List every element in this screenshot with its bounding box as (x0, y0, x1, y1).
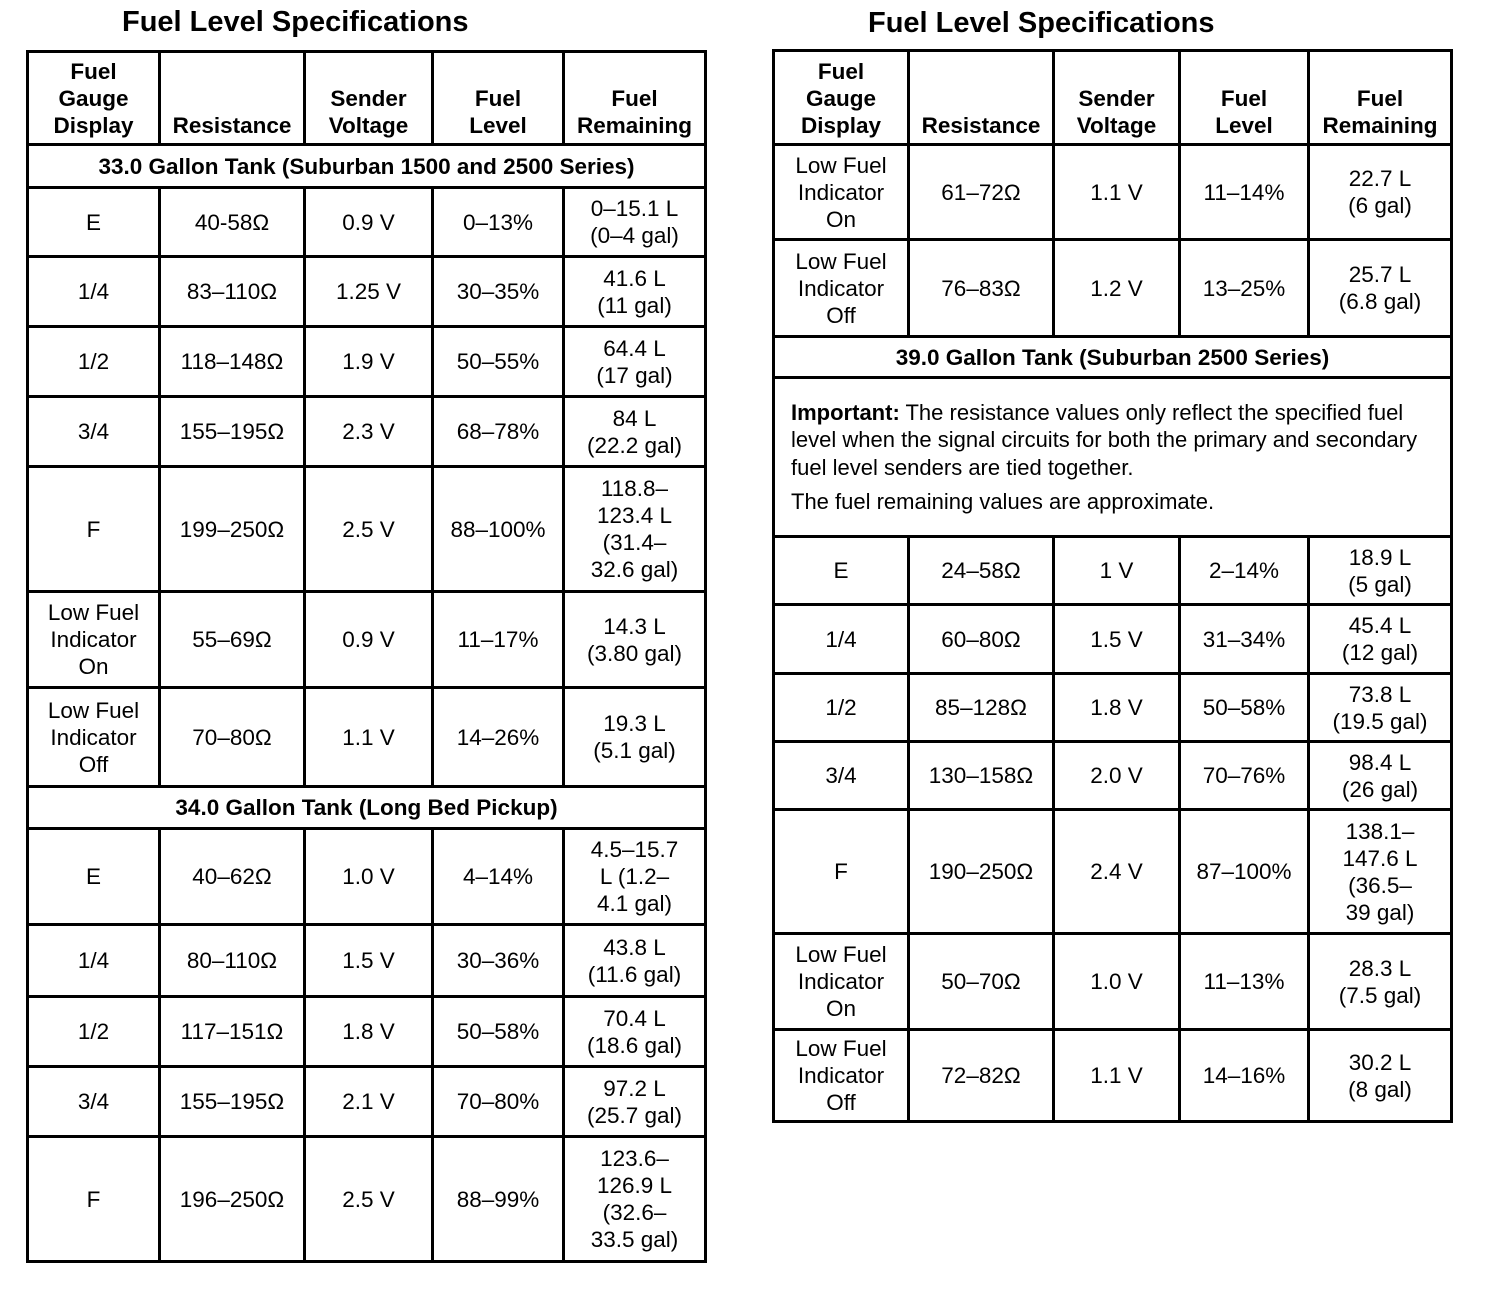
cell-fuel-remaining (564, 592, 706, 688)
header-sender-voltage-line: Sender (1078, 86, 1155, 111)
cell-resistance: 40-58Ω (160, 188, 305, 257)
cell-resistance: 70–80Ω (160, 688, 305, 787)
fuel-remaining-line: 43.8 L (603, 934, 666, 960)
left-table-title: Fuel Level Specifications (122, 6, 469, 38)
cell-sender-voltage: 1.1 V (1054, 145, 1180, 240)
header-fuel-level-line: Level (469, 113, 527, 138)
cell-resistance: 85–128Ω (909, 674, 1054, 742)
header-fuel-gauge-display-line: Fuel (817, 59, 865, 84)
cell-sender-voltage: 1 V (1054, 537, 1180, 605)
cell-fuel-remaining (564, 397, 706, 467)
fuel-remaining-line: 70.4 L (603, 1005, 666, 1031)
cell-resistance: 196–250Ω (160, 1137, 305, 1262)
fuel-remaining-line: 0–15.1 L (590, 196, 679, 221)
gauge-display-line: F (834, 859, 848, 884)
cell-fuel-level: 70–76% (1180, 742, 1309, 810)
cell-gauge-display (774, 537, 909, 605)
gauge-display-line: F (86, 1186, 101, 1212)
cell-resistance: 24–58Ω (909, 537, 1054, 605)
gauge-display-line: Indicator (50, 627, 137, 652)
header-fuel-level-line: Fuel (1220, 86, 1268, 111)
table-row (28, 467, 706, 592)
cell-gauge-display (774, 1030, 909, 1122)
header-fuel-level (1180, 51, 1309, 145)
fuel-remaining-line: 18.9 L (1348, 544, 1412, 570)
table-row (774, 1030, 1452, 1122)
header-fuel-level-line: Level (1215, 113, 1273, 138)
header-fuel-gauge-display-line: Gauge (58, 86, 129, 111)
left-spec-table (26, 50, 707, 1263)
cell-fuel-level: 31–34% (1180, 605, 1309, 674)
cell-sender-voltage: 1.0 V (1054, 934, 1180, 1030)
cell-sender-voltage: 1.25 V (305, 257, 433, 327)
gauge-display-line: Indicator (797, 969, 885, 994)
cell-fuel-level: 11–14% (1180, 145, 1309, 240)
gauge-display-line: E (85, 209, 101, 235)
gauge-display-line: Indicator (50, 724, 137, 750)
header-resistance-line: Resistance (172, 113, 292, 138)
table-row (774, 145, 1452, 240)
header-fuel-gauge-display-line: Fuel (70, 59, 117, 84)
gauge-display-line: F (86, 516, 101, 542)
cell-sender-voltage: 1.8 V (305, 997, 433, 1067)
header-sender-voltage (1054, 51, 1180, 145)
cell-fuel-remaining (1309, 240, 1452, 337)
cell-resistance: 155–195Ω (160, 397, 305, 467)
fuel-remaining-line: 22.7 L (1348, 166, 1412, 191)
fuel-remaining-line: (31.4– (602, 530, 667, 555)
cell-resistance: 40–62Ω (160, 829, 305, 925)
cell-gauge-display (28, 188, 160, 257)
cell-gauge-display (28, 829, 160, 925)
section-row (28, 787, 706, 829)
gauge-display-line: 1/2 (77, 349, 110, 374)
cell-resistance: 76–83Ω (909, 240, 1054, 337)
cell-resistance: 118–148Ω (160, 327, 305, 397)
table-row (28, 925, 706, 997)
fuel-remaining-line: (26 gal) (1341, 776, 1419, 802)
fuel-remaining-line: 123.6– (600, 1146, 669, 1171)
gauge-display-line: 3/4 (77, 419, 110, 444)
cell-sender-voltage: 1.5 V (1054, 605, 1180, 674)
cell-gauge-display (28, 397, 160, 467)
right-spec-table (772, 49, 1453, 1123)
fuel-remaining-line: (5 gal) (1348, 571, 1412, 597)
gauge-display-line: Indicator (797, 179, 885, 205)
cell-resistance: 80–110Ω (160, 925, 305, 997)
cell-fuel-remaining (564, 688, 706, 787)
table-row (28, 997, 706, 1067)
gauge-display-line: Indicator (797, 1063, 885, 1088)
fuel-remaining-line: 64.4 L (603, 335, 666, 361)
fuel-remaining-line: 138.1– (1345, 818, 1415, 844)
table-row (28, 592, 706, 688)
note-row (774, 378, 1452, 537)
cell-fuel-remaining (564, 467, 706, 592)
cell-fuel-level: 50–55% (433, 327, 564, 397)
fuel-remaining-line: 30.2 L (1348, 1049, 1412, 1075)
cell-sender-voltage: 2.5 V (305, 467, 433, 592)
fuel-remaining-line: (18.6 gal) (586, 1032, 683, 1058)
cell-fuel-level: 88–99% (433, 1137, 564, 1262)
cell-sender-voltage: 1.1 V (305, 688, 433, 787)
note-text-approximate: The fuel remaining values are approximate. (791, 489, 1215, 514)
fuel-remaining-line: 41.6 L (603, 265, 666, 291)
cell-sender-voltage: 2.0 V (1054, 742, 1180, 810)
cell-resistance: 155–195Ω (160, 1067, 305, 1137)
cell-resistance: 199–250Ω (160, 467, 305, 592)
fuel-remaining-line: (6 gal) (1348, 193, 1412, 218)
fuel-remaining-line: 4.5–15.7 (590, 837, 679, 862)
fuel-remaining-line: (5.1 gal) (593, 738, 676, 763)
cell-fuel-remaining (1309, 674, 1452, 742)
cell-gauge-display (774, 810, 909, 934)
header-fuel-gauge-display-line: Display (53, 113, 134, 138)
cell-fuel-remaining (1309, 742, 1452, 810)
cell-resistance: 190–250Ω (909, 810, 1054, 934)
header-fuel-gauge-display (28, 52, 160, 145)
fuel-remaining-line: 98.4 L (1348, 749, 1412, 775)
cell-fuel-level: 13–25% (1180, 240, 1309, 337)
fuel-remaining-line: (8 gal) (1348, 1076, 1412, 1102)
gauge-display-line: Low Fuel (795, 248, 887, 274)
fuel-remaining-line: 73.8 L (1348, 681, 1412, 707)
table-row (28, 688, 706, 787)
header-sender-voltage-line: Sender (330, 86, 407, 111)
cell-fuel-remaining (564, 997, 706, 1067)
cell-fuel-level: 30–36% (433, 925, 564, 997)
fuel-remaining-line: (25.7 gal) (586, 1102, 683, 1128)
cell-fuel-level: 70–80% (433, 1067, 564, 1137)
cell-fuel-remaining (564, 1067, 706, 1137)
cell-sender-voltage: 1.9 V (305, 327, 433, 397)
cell-fuel-remaining (1309, 605, 1452, 674)
fuel-remaining-line: (3.80 gal) (586, 640, 683, 666)
gauge-display-line: On (78, 654, 109, 679)
cell-gauge-display (774, 742, 909, 810)
cell-fuel-remaining (564, 188, 706, 257)
cell-gauge-display (28, 327, 160, 397)
gauge-display-line: Off (826, 302, 856, 328)
cell-gauge-display (774, 934, 909, 1030)
header-fuel-remaining (564, 52, 706, 145)
cell-fuel-remaining (1309, 1030, 1452, 1122)
cell-fuel-remaining (1309, 537, 1452, 605)
note-paragraph (791, 399, 1434, 482)
fuel-remaining-line: (0–4 gal) (590, 223, 679, 248)
cell-fuel-level: 2–14% (1180, 537, 1309, 605)
gauge-display-line: 1/4 (77, 279, 110, 304)
cell-sender-voltage: 0.9 V (305, 592, 433, 688)
fuel-remaining-line: L (1.2– (599, 864, 670, 889)
cell-sender-voltage: 1.2 V (1054, 240, 1180, 337)
right-table-title: Fuel Level Specifications (868, 7, 1215, 39)
cell-fuel-level: 0–13% (433, 188, 564, 257)
header-row (774, 51, 1452, 145)
cell-fuel-level: 68–78% (433, 397, 564, 467)
fuel-remaining-line: 32.6 gal) (590, 557, 679, 582)
gauge-display-line: E (85, 864, 101, 889)
fuel-remaining-line: (36.5– (1348, 872, 1412, 898)
cell-sender-voltage: 2.3 V (305, 397, 433, 467)
fuel-remaining-line: 39 gal) (1345, 899, 1415, 925)
fuel-remaining-line: 28.3 L (1348, 955, 1412, 981)
cell-fuel-level: 30–35% (433, 257, 564, 327)
table-row (774, 674, 1452, 742)
cell-fuel-level: 87–100% (1180, 810, 1309, 934)
cell-fuel-remaining (564, 1137, 706, 1262)
table-row (774, 537, 1452, 605)
gauge-display-line: 1/2 (825, 695, 857, 720)
fuel-remaining-line: 19.3 L (603, 711, 666, 736)
cell-gauge-display (28, 1067, 160, 1137)
header-fuel-gauge-display-line: Gauge (805, 86, 877, 111)
cell-gauge-display (774, 145, 909, 240)
header-row (28, 52, 706, 145)
fuel-remaining-line: (7.5 gal) (1338, 982, 1422, 1008)
cell-resistance: 72–82Ω (909, 1030, 1054, 1122)
gauge-display-line: 1/4 (77, 948, 110, 973)
table-row (28, 1137, 706, 1262)
gauge-display-line: Off (78, 751, 109, 777)
cell-gauge-display (774, 605, 909, 674)
cell-gauge-display (28, 997, 160, 1067)
header-resistance-line: Resistance (921, 113, 1041, 138)
table-row (774, 810, 1452, 934)
fuel-remaining-line: (11 gal) (597, 292, 672, 318)
header-fuel-gauge-display-line: Display (800, 113, 882, 138)
cell-fuel-remaining (1309, 810, 1452, 934)
section-title: 34.0 Gallon Tank (Long Bed Pickup) (28, 787, 706, 829)
fuel-remaining-line: (11.6 gal) (587, 961, 682, 987)
cell-fuel-remaining (564, 327, 706, 397)
header-sender-voltage-line: Voltage (328, 113, 409, 138)
gauge-display-line: 3/4 (77, 1089, 110, 1114)
cell-fuel-remaining (564, 925, 706, 997)
fuel-remaining-line: 84 L (612, 405, 657, 431)
cell-resistance: 55–69Ω (160, 592, 305, 688)
cell-resistance: 61–72Ω (909, 145, 1054, 240)
table-row (28, 397, 706, 467)
header-fuel-remaining-line: Remaining (1322, 113, 1438, 138)
cell-fuel-remaining (1309, 934, 1452, 1030)
cell-fuel-level: 14–26% (433, 688, 564, 787)
gauge-display-line: E (833, 558, 849, 583)
cell-sender-voltage: 0.9 V (305, 188, 433, 257)
fuel-remaining-line: 123.4 L (596, 503, 673, 528)
cell-sender-voltage: 1.5 V (305, 925, 433, 997)
gauge-display-line: 1/4 (825, 626, 857, 652)
fuel-remaining-line: 126.9 L (596, 1173, 673, 1198)
cell-gauge-display (28, 688, 160, 787)
header-fuel-gauge-display (774, 51, 909, 145)
cell-sender-voltage: 2.1 V (305, 1067, 433, 1137)
header-sender-voltage-line: Voltage (1076, 113, 1157, 138)
note-text: The resistance values only reflect the specified fuel level when the signal circuits for both the primary and secondary fuel level senders are tied together. (791, 399, 1418, 480)
cell-fuel-level: 11–13% (1180, 934, 1309, 1030)
table-row (28, 1067, 706, 1137)
fuel-remaining-line: 14.3 L (603, 613, 666, 639)
gauge-display-line: Low Fuel (47, 697, 140, 723)
header-fuel-remaining (1309, 51, 1452, 145)
cell-sender-voltage: 1.0 V (305, 829, 433, 925)
fuel-remaining-line: (22.2 gal) (586, 432, 683, 458)
cell-resistance: 130–158Ω (909, 742, 1054, 810)
fuel-remaining-line: 97.2 L (603, 1075, 666, 1101)
cell-resistance: 83–110Ω (160, 257, 305, 327)
gauge-display-line: On (825, 996, 856, 1021)
gauge-display-line: Off (826, 1090, 856, 1115)
cell-gauge-display (28, 257, 160, 327)
cell-fuel-level: 14–16% (1180, 1030, 1309, 1122)
header-fuel-remaining-line: Remaining (576, 113, 693, 138)
fuel-remaining-line: 33.5 gal) (590, 1227, 679, 1252)
cell-fuel-remaining (564, 257, 706, 327)
fuel-remaining-line: (6.8 gal) (1338, 289, 1422, 314)
cell-fuel-remaining (564, 829, 706, 925)
cell-gauge-display (28, 925, 160, 997)
gauge-display-line: Indicator (797, 275, 885, 301)
cell-gauge-display (28, 592, 160, 688)
cell-fuel-level: 4–14% (433, 829, 564, 925)
note-label: Important: (791, 399, 900, 425)
header-sender-voltage (305, 52, 433, 145)
cell-fuel-level: 50–58% (1180, 674, 1309, 742)
gauge-display-line: Low Fuel (47, 600, 140, 625)
table-row (774, 934, 1452, 1030)
cell-resistance: 50–70Ω (909, 934, 1054, 1030)
fuel-remaining-line: (12 gal) (1341, 640, 1419, 665)
header-fuel-level-line: Fuel (474, 86, 522, 111)
header-fuel-remaining-line: Fuel (1356, 86, 1404, 111)
fuel-remaining-line: 118.8– (600, 476, 669, 501)
table-row (774, 742, 1452, 810)
header-fuel-level (433, 52, 564, 145)
fuel-remaining-line: 147.6 L (1342, 845, 1418, 871)
section-row (774, 337, 1452, 378)
section-title: 39.0 Gallon Tank (Suburban 2500 Series) (774, 337, 1452, 378)
fuel-remaining-line: 25.7 L (1348, 262, 1412, 287)
fuel-remaining-line: 45.4 L (1348, 613, 1412, 638)
table-row (774, 240, 1452, 337)
cell-gauge-display (774, 674, 909, 742)
cell-fuel-remaining (1309, 145, 1452, 240)
gauge-display-line: Low Fuel (795, 942, 887, 967)
cell-gauge-display (28, 1137, 160, 1262)
table-row (28, 829, 706, 925)
cell-sender-voltage: 2.5 V (305, 1137, 433, 1262)
table-row (28, 188, 706, 257)
fuel-remaining-line: (32.6– (602, 1200, 667, 1225)
gauge-display-line: On (825, 206, 856, 232)
fuel-remaining-line: 4.1 gal) (596, 891, 673, 916)
table-row (28, 327, 706, 397)
cell-gauge-display (774, 240, 909, 337)
gauge-display-line: 3/4 (825, 763, 857, 788)
fuel-remaining-line: (17 gal) (596, 362, 673, 388)
gauge-display-line: Low Fuel (795, 152, 887, 178)
gauge-display-line: 1/2 (77, 1019, 110, 1044)
section-title: 33.0 Gallon Tank (Suburban 1500 and 2500 Series) (28, 145, 706, 188)
section-row (28, 145, 706, 188)
table-row (28, 257, 706, 327)
important-note (774, 378, 1452, 537)
table-row (774, 605, 1452, 674)
cell-sender-voltage: 2.4 V (1054, 810, 1180, 934)
cell-sender-voltage: 1.8 V (1054, 674, 1180, 742)
cell-resistance: 60–80Ω (909, 605, 1054, 674)
gauge-display-line: Low Fuel (795, 1036, 887, 1061)
cell-resistance: 117–151Ω (160, 997, 305, 1067)
header-resistance (909, 51, 1054, 145)
fuel-remaining-line: (19.5 gal) (1332, 708, 1428, 734)
cell-fuel-level: 11–17% (433, 592, 564, 688)
cell-fuel-level: 50–58% (433, 997, 564, 1067)
cell-gauge-display (28, 467, 160, 592)
header-fuel-remaining-line: Fuel (611, 86, 658, 111)
cell-sender-voltage: 1.1 V (1054, 1030, 1180, 1122)
header-resistance (160, 52, 305, 145)
cell-fuel-level: 88–100% (433, 467, 564, 592)
